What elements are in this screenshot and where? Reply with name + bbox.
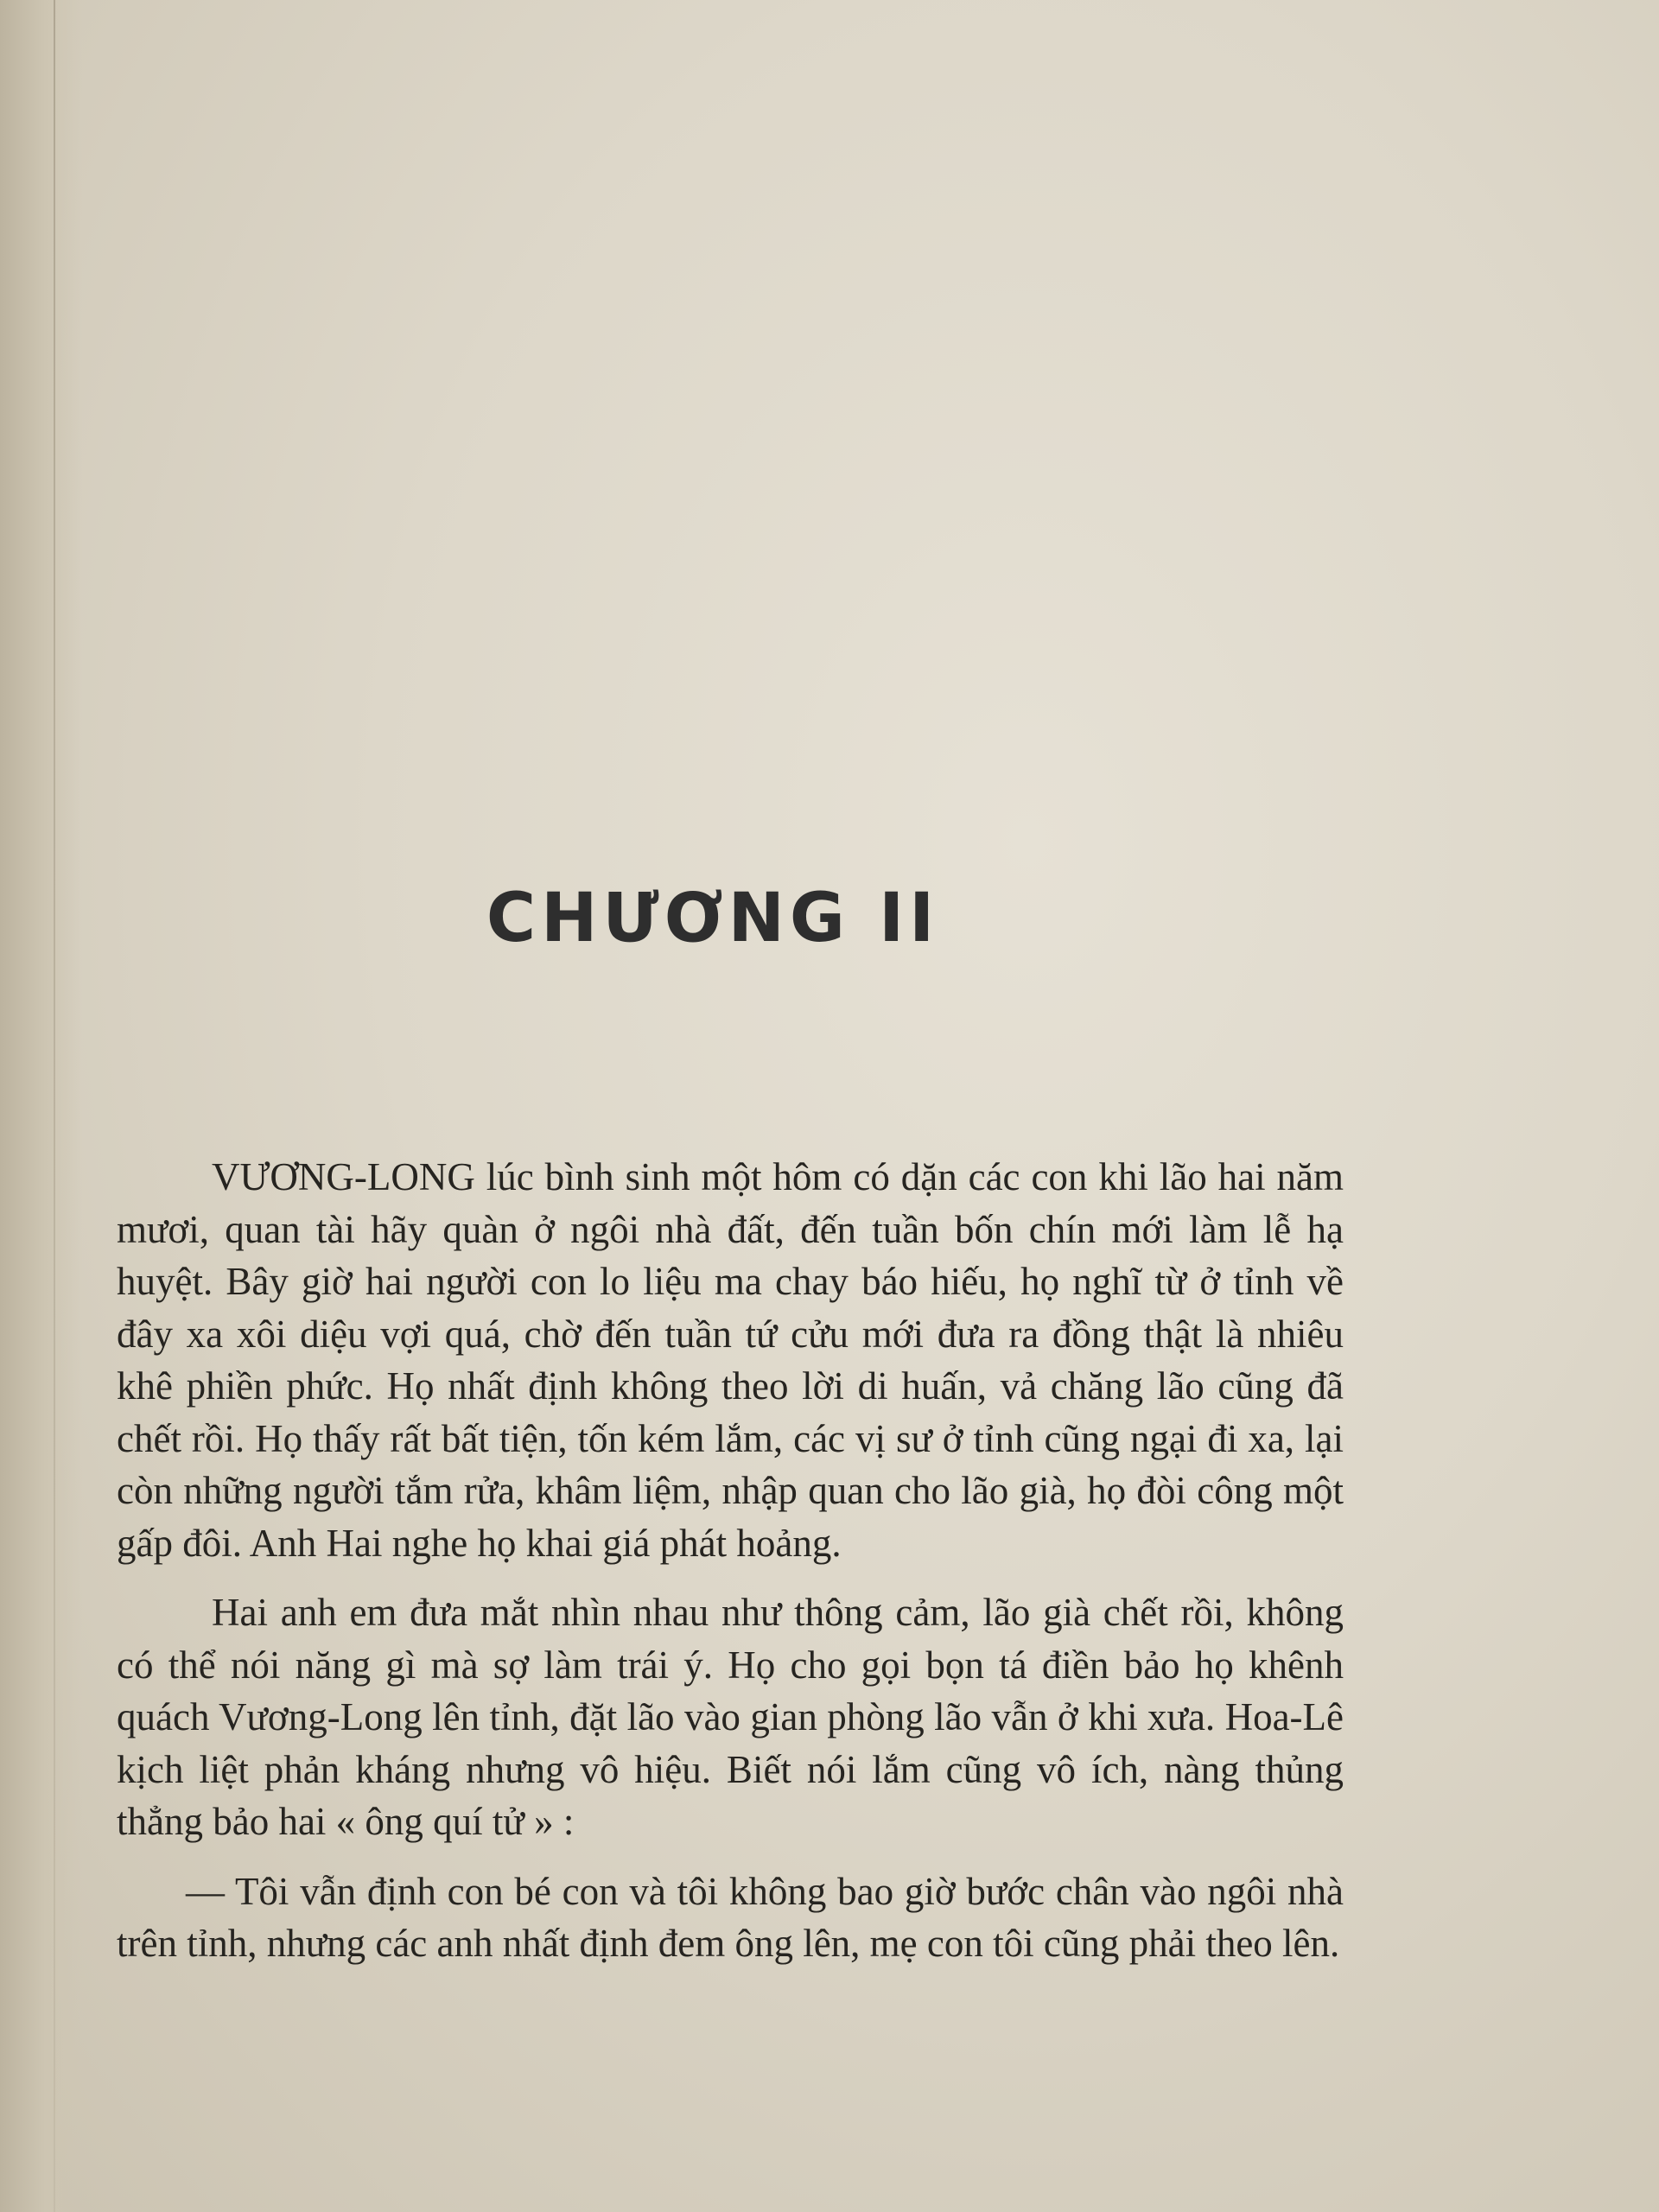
paragraph-1: VƯƠNG-LONG lúc bình sinh một hôm có dặn các con khi lão hai năm mươi, quan tài hãy quàn ở ngôi nhà đất, đến tuần bốn chín mới làm lễ hạ huyệt. Bây giờ hai người con lo liệu ma chay báo hiếu, họ nghĩ từ ở tỉnh về đây xa xôi diệu vợi quá, chờ đến tuần tứ cửu mới đưa ra đồng thật là nhiêu khê phiền phức. Họ nhất định không theo lời di huấn, vả chăng lão cũng đã chết rồi. Họ thấy rất bất tiện, tốn kém lắm, các vị sư ở tỉnh cũng ngại đi xa, lại còn những người tắm rửa, khâm liệm, nhập quan cho lão già, họ đòi công một gấp đôi. Anh Hai nghe họ khai giá phát hoảng. (117, 1155, 1344, 1565)
paragraph-3: — Tôi vẫn định con bé con và tôi không bao giờ bước chân vào ngôi nhà trên tỉnh, nhưng các anh nhất định đem ông lên, mẹ con tôi cũng phải theo lên. (117, 1869, 1344, 1965)
page-fold-line (54, 0, 55, 2212)
paragraph-2: Hai anh em đưa mắt nhìn nhau như thông cảm, lão già chết rồi, không có thể nói năng gì mà sợ làm trái ý. Họ cho gọi bọn tá điền bảo họ khênh quách Vương-Long lên tỉnh, đặt lão vào gian phòng lão vẫn ở khi xưa. Hoa-Lê kịch liệt phản kháng nhưng vô hiệu. Biết nói lắm cũng vô ích, nàng thủng thẳng bảo hai « ông quí tử » : (117, 1591, 1344, 1843)
page-fold-shadow (0, 0, 82, 2212)
chapter-body (117, 1151, 1344, 1987)
chapter-title: CHƯƠNG II (486, 880, 940, 957)
